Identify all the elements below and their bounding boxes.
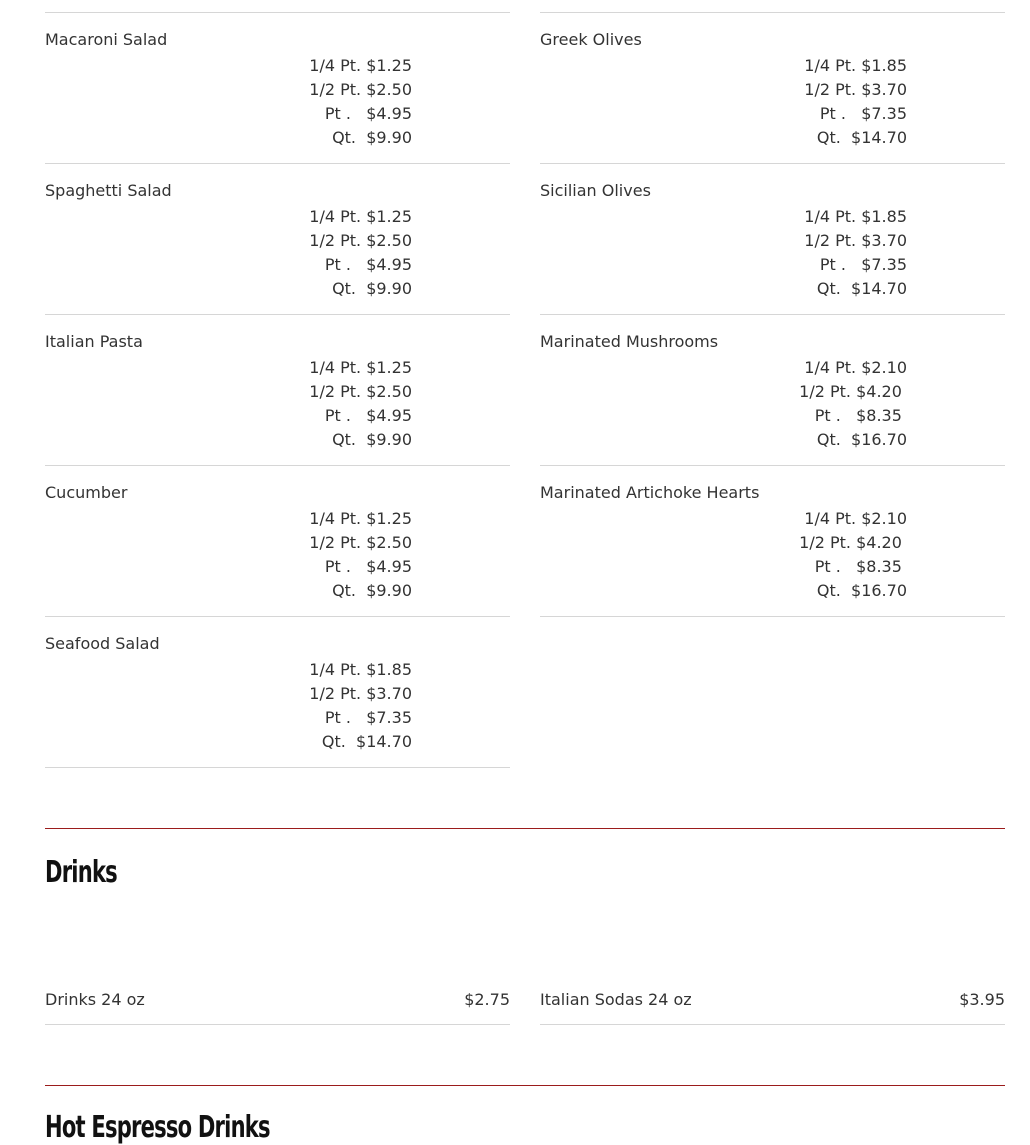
price-line: Pt . $4.95 [324,104,412,123]
section-title-drinks: Drinks [45,855,117,890]
price-line: 1/2 Pt. $3.70 [804,231,907,250]
drink-name: Drinks 24 oz [45,990,145,1009]
item-name: Spaghetti Salad [45,181,172,200]
price-list [309,507,412,603]
price-line: 1/2 Pt. $2.50 [309,80,412,99]
section-title-hot-espresso: Hot Espresso Drinks [45,1110,270,1145]
price-line: Pt . $7.35 [819,255,907,274]
deli-column-right [540,12,1005,617]
drink-name: Italian Sodas 24 oz [540,990,692,1009]
price-line: Pt . $8.35 [814,406,907,425]
price-line: 1/4 Pt. $1.85 [804,207,907,226]
price-line: Qt. $16.70 [816,430,907,449]
price-line: 1/2 Pt. $2.50 [309,231,412,250]
menu-item [540,465,1005,616]
price-list [804,205,907,301]
menu-item [540,12,1005,163]
price-line: 1/4 Pt. $2.10 [804,509,907,528]
price-list [309,658,412,754]
price-line: Qt. $9.90 [332,430,412,449]
item-name: Cucumber [45,483,128,502]
item-name: Marinated Artichoke Hearts [540,483,760,502]
item-name: Seafood Salad [45,634,160,653]
price-line: 1/4 Pt. $1.25 [309,509,412,528]
section-divider [45,828,1005,829]
price-list [804,54,907,150]
menu-item [45,314,510,465]
price-line: 1/2 Pt. $2.50 [309,533,412,552]
price-line: 1/2 Pt. $3.70 [804,80,907,99]
price-list [799,507,907,603]
item-divider [45,767,510,768]
price-line: Qt. $14.70 [816,279,907,298]
item-name: Greek Olives [540,30,642,49]
menu-item [45,12,510,163]
price-line: Pt . $4.95 [324,255,412,274]
drink-item [540,985,1005,1025]
price-line: 1/2 Pt. $4.20 [799,382,907,401]
item-name: Sicilian Olives [540,181,651,200]
price-line: Pt . $7.35 [819,104,907,123]
price-line: 1/4 Pt. $1.85 [309,660,412,679]
price-line: 1/4 Pt. $2.10 [804,358,907,377]
price-line: Pt . $4.95 [324,406,412,425]
menu-item [45,465,510,616]
price-line: 1/2 Pt. $4.20 [799,533,907,552]
deli-column-left [45,12,510,768]
price-line: Pt . $7.35 [324,708,412,727]
price-list [309,356,412,452]
price-line: Pt . $8.35 [814,557,907,576]
menu-item [45,616,510,767]
item-name: Marinated Mushrooms [540,332,719,351]
section-divider [45,1085,1005,1086]
price-line: 1/2 Pt. $2.50 [309,382,412,401]
menu-item [540,163,1005,314]
price-line: 1/4 Pt. $1.25 [309,207,412,226]
price-list [309,54,412,150]
item-name: Italian Pasta [45,332,143,351]
drink-price: $3.95 [959,990,1005,1009]
price-line: Qt. $9.90 [332,128,412,147]
price-line: Qt. $16.70 [816,581,907,600]
price-line: Qt. $9.90 [332,581,412,600]
price-list [799,356,907,452]
price-line: Pt . $4.95 [324,557,412,576]
price-line: Qt. $14.70 [816,128,907,147]
item-divider [540,616,1005,617]
item-name: Macaroni Salad [45,30,168,49]
price-line: Qt. $14.70 [321,732,412,751]
menu-item [540,314,1005,465]
drink-price: $2.75 [464,990,510,1009]
price-line: 1/4 Pt. $1.25 [309,56,412,75]
menu-item [45,163,510,314]
price-line: 1/2 Pt. $3.70 [309,684,412,703]
price-line: Qt. $9.90 [332,279,412,298]
price-line: 1/4 Pt. $1.25 [309,358,412,377]
price-line: 1/4 Pt. $1.85 [804,56,907,75]
drink-item [45,985,510,1025]
price-list [309,205,412,301]
